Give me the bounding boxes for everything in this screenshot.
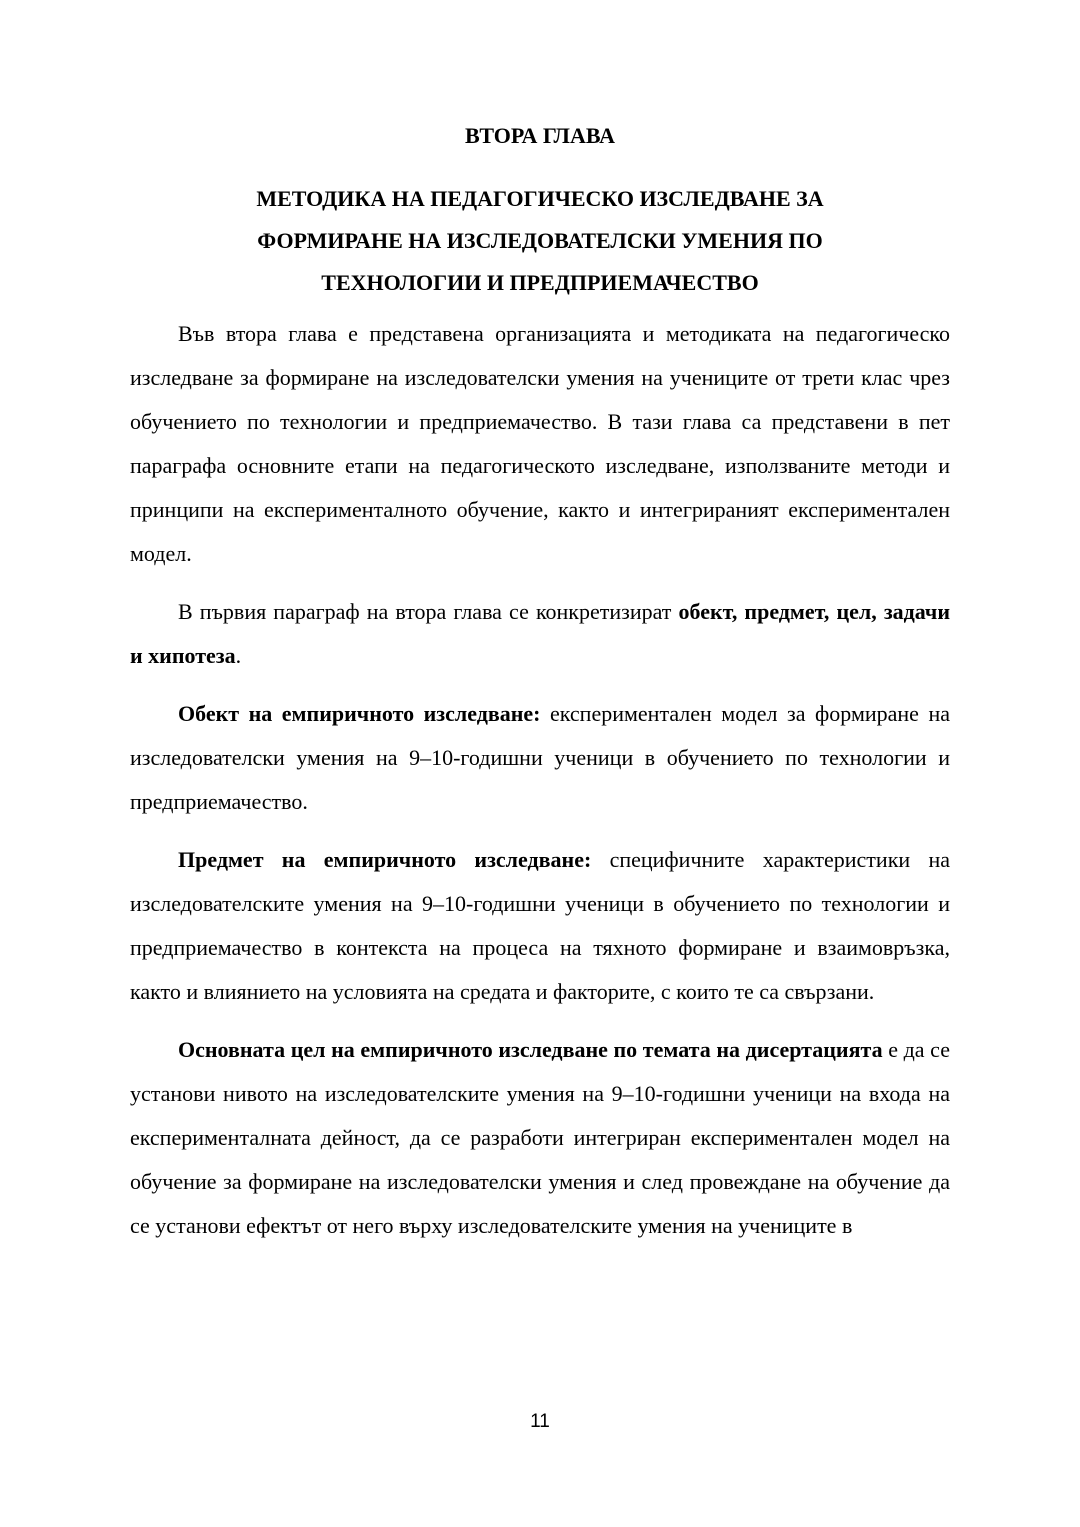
- research-goal-paragraph: [130, 1028, 950, 1248]
- research-object-heading: Обект на емпиричното изследване:: [178, 701, 541, 726]
- intro-paragraph: [130, 312, 950, 576]
- research-goal-heading: Основната цел на емпиричното изследване по темата на дисертацията: [178, 1037, 883, 1062]
- document-page: [130, 120, 950, 1262]
- chapter-subtitle-line: ФОРМИРАНЕ НА ИЗСЛЕДОВАТЕЛСКИ УМЕНИЯ ПО: [257, 228, 823, 253]
- paragraph-text: Във втора глава е представена организацията и методиката на педагогическо изследване за формиране на изследователски умения на учениците от трети клас чрез обучението по технологии и предприемачество. В тази глава са представени в пет параграфа основните етапи на педагогическото изследване, използваните методи и принципи на експерименталното обучение, както и интегрираният експериментален модел.: [130, 321, 950, 566]
- chapter-subtitle-line: ТЕХНОЛОГИИ И ПРЕДПРИЕМАЧЕСТВО: [321, 270, 759, 295]
- paragraph-tail: .: [235, 643, 242, 668]
- research-subject-paragraph: [130, 838, 950, 1014]
- research-object-text: експериментален модел за формиране на изследователски умения на 9–10-годишни ученици в обучението по технологии и предприемачество.: [130, 701, 950, 814]
- paragraph-lead: В първия параграф на втора глава се конкретизират: [178, 599, 679, 624]
- chapter-subtitle: [130, 178, 950, 304]
- page-number: 11: [530, 1411, 550, 1432]
- research-subject-text: специфичните характеристики на изследователските умения на 9–10-годишни ученици в обучението по технологии и предприемачество в контекста на процеса на тяхното формиране и взаимовръзка, както и влиянието на условията на средата и факторите, с които те са свързани.: [130, 847, 950, 1004]
- first-paragraph-summary: [130, 590, 950, 678]
- research-goal-text: е да се установи нивото на изследователските умения на 9–10-годишни ученици на входа на експерименталната дейност, да се разработи интегриран експериментален модел на обучение за формиране на изследователски умения и след провеждане на обучение да се установи ефектът от него върху изследователските умения на учениците в: [130, 1037, 950, 1238]
- research-subject-heading: Предмет на емпиричното изследване:: [178, 847, 592, 872]
- chapter-subtitle-line: МЕТОДИКА НА ПЕДАГОГИЧЕСКО ИЗСЛЕДВАНЕ ЗА: [256, 186, 824, 211]
- chapter-title: ВТОРА ГЛАВА: [464, 123, 616, 148]
- paragraph-bold-phrase: обект, предмет, цел, задачи и хипотеза: [130, 599, 950, 668]
- research-object-paragraph: [130, 692, 950, 824]
